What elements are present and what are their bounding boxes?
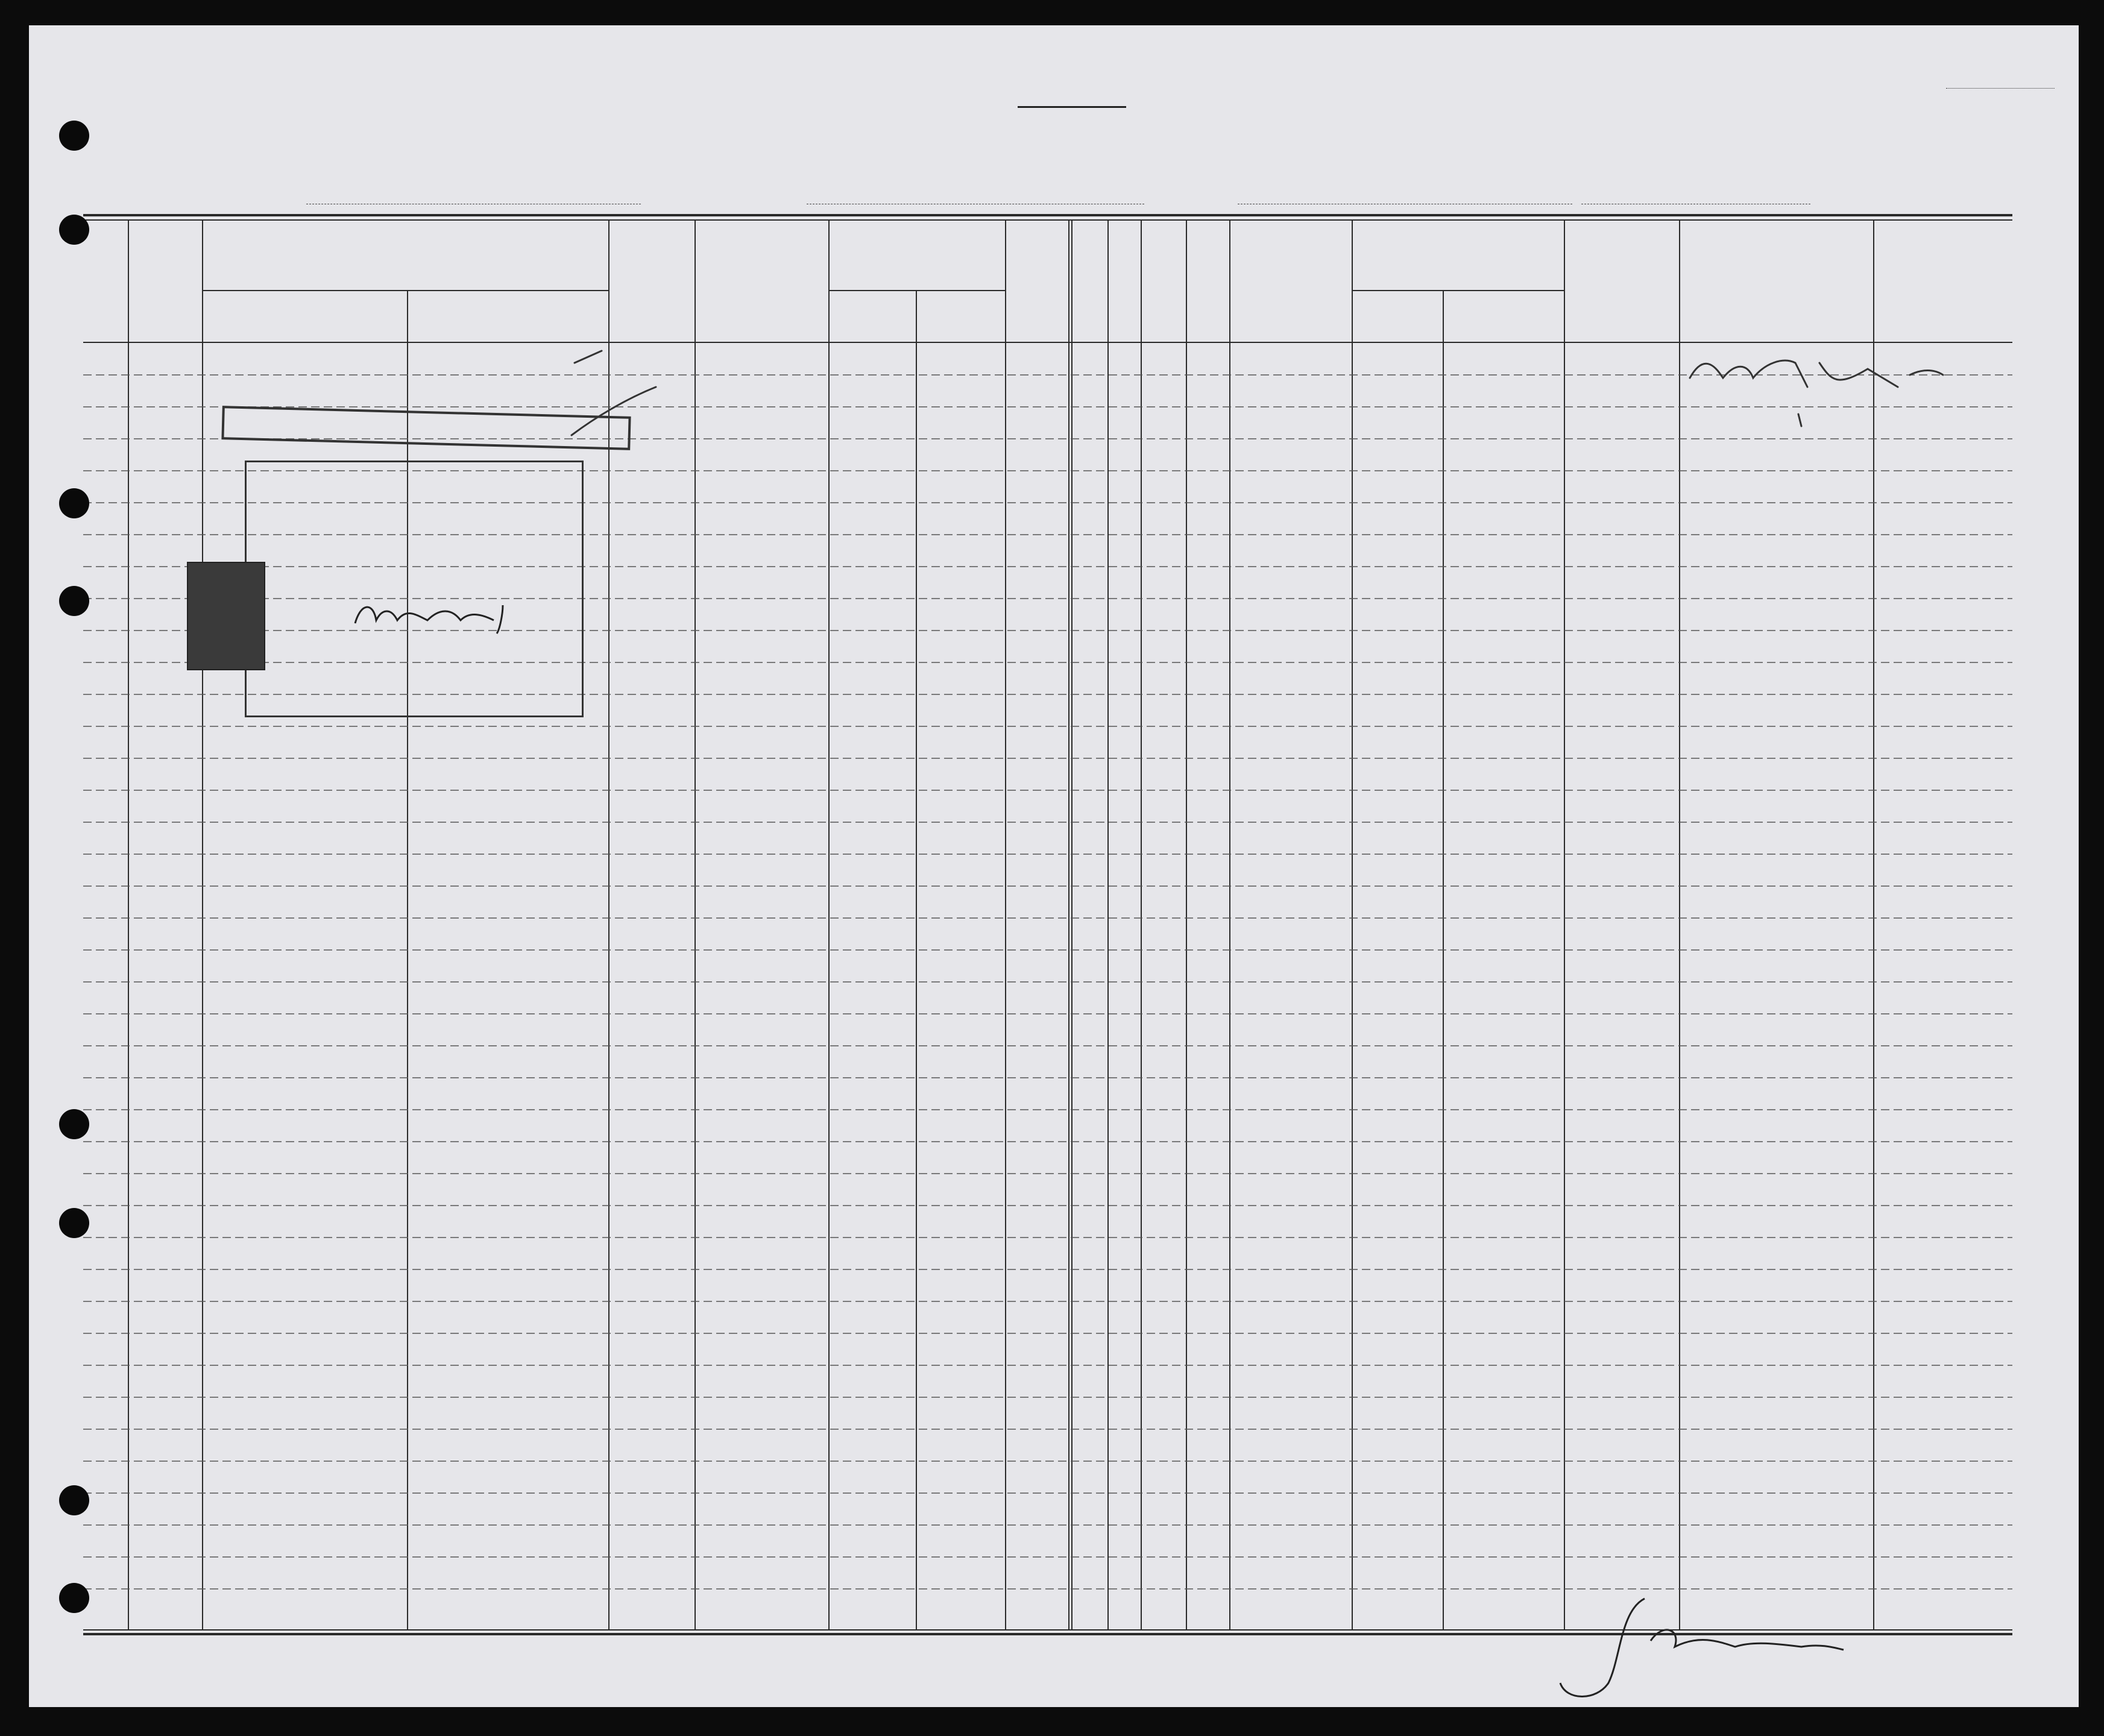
officer-signature — [1524, 1587, 1850, 1707]
binder-hole — [59, 1208, 89, 1238]
binder-hole — [59, 1583, 89, 1613]
fee-stamp — [187, 562, 265, 670]
binder-hole — [59, 1485, 89, 1515]
manifest-sheet — [29, 25, 2079, 1707]
handwriting-marks — [29, 25, 2079, 1707]
binder-hole — [59, 586, 89, 616]
binder-hole — [59, 488, 89, 518]
binder-hole — [59, 121, 89, 151]
consul-signature — [349, 596, 530, 638]
binder-hole — [59, 1109, 89, 1139]
consular-stamp — [245, 461, 584, 717]
binder-hole — [59, 215, 89, 245]
